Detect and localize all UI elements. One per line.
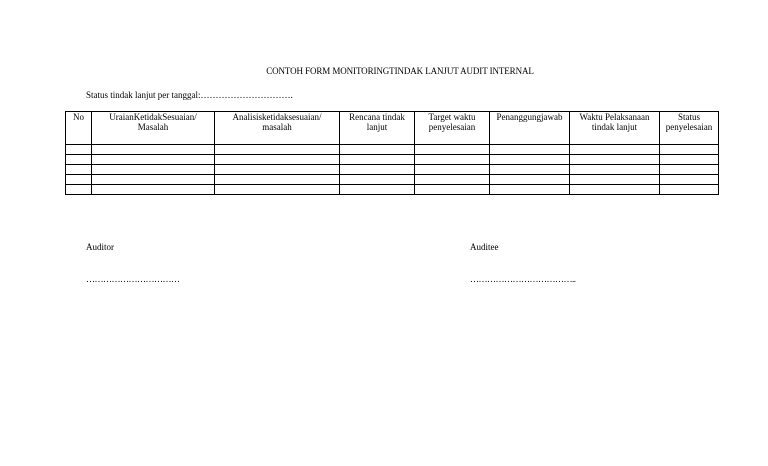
table-cell	[415, 155, 490, 165]
table-cell	[340, 155, 415, 165]
table-cell	[66, 175, 92, 185]
form-title: CONTOH FORM MONITORINGTINDAK LANJUT AUDIT INTERNAL	[266, 66, 534, 76]
table-cell	[570, 145, 660, 155]
table-row	[66, 165, 719, 175]
table-cell	[490, 145, 570, 155]
table-cell	[340, 175, 415, 185]
header-uraian: UraianKetidakSesuaian/ Masalah	[92, 112, 215, 145]
table-cell	[340, 185, 415, 195]
table-cell	[215, 145, 340, 155]
table-cell	[570, 185, 660, 195]
table-cell	[66, 165, 92, 175]
table-cell	[92, 175, 215, 185]
table-cell	[92, 145, 215, 155]
auditee-label: Auditee	[470, 242, 499, 252]
header-target-waktu: Target waktu penyelesaian	[415, 112, 490, 145]
table-row	[66, 185, 719, 195]
header-waktu-pelaksanaan: Waktu Pelaksanaan tindak lanjut	[570, 112, 660, 145]
table-cell	[340, 145, 415, 155]
table-cell	[490, 165, 570, 175]
table-cell	[92, 165, 215, 175]
table-cell	[215, 185, 340, 195]
table-cell	[215, 155, 340, 165]
table-cell	[660, 175, 719, 185]
table-row	[66, 145, 719, 155]
table-cell	[660, 185, 719, 195]
table-cell	[570, 175, 660, 185]
auditee-signature-line: ………………………………..	[470, 274, 576, 284]
table-cell	[66, 185, 92, 195]
table-cell	[660, 165, 719, 175]
table-cell	[215, 175, 340, 185]
table-cell	[215, 165, 340, 175]
header-penanggungjawab: Penanggungjawab	[490, 112, 570, 145]
table-cell	[415, 185, 490, 195]
table-body	[66, 145, 719, 195]
table-cell	[570, 165, 660, 175]
table-cell	[415, 175, 490, 185]
header-status: Status penyelesaian	[660, 112, 719, 145]
auditor-signature-line: ……………………………	[86, 274, 180, 284]
table-cell	[660, 155, 719, 165]
table-cell	[490, 175, 570, 185]
table-cell	[490, 185, 570, 195]
table-row	[66, 155, 719, 165]
table-header-row	[66, 112, 719, 145]
status-date-line: Status tindak lanjut per tanggal:………………………….	[86, 90, 293, 100]
monitoring-table	[65, 111, 719, 195]
table-cell	[415, 165, 490, 175]
table-cell	[66, 155, 92, 165]
table-cell	[570, 155, 660, 165]
table-cell	[66, 145, 92, 155]
table-cell	[490, 155, 570, 165]
table-cell	[340, 165, 415, 175]
table-cell	[660, 145, 719, 155]
table-cell	[92, 185, 215, 195]
table-row	[66, 175, 719, 185]
table-cell	[415, 145, 490, 155]
auditor-label: Auditor	[86, 242, 114, 252]
header-no: No	[66, 112, 92, 145]
table-cell	[92, 155, 215, 165]
header-analisis: Analisisketidaksesuaian/ masalah	[215, 112, 340, 145]
header-rencana: Rencana tindak lanjut	[340, 112, 415, 145]
